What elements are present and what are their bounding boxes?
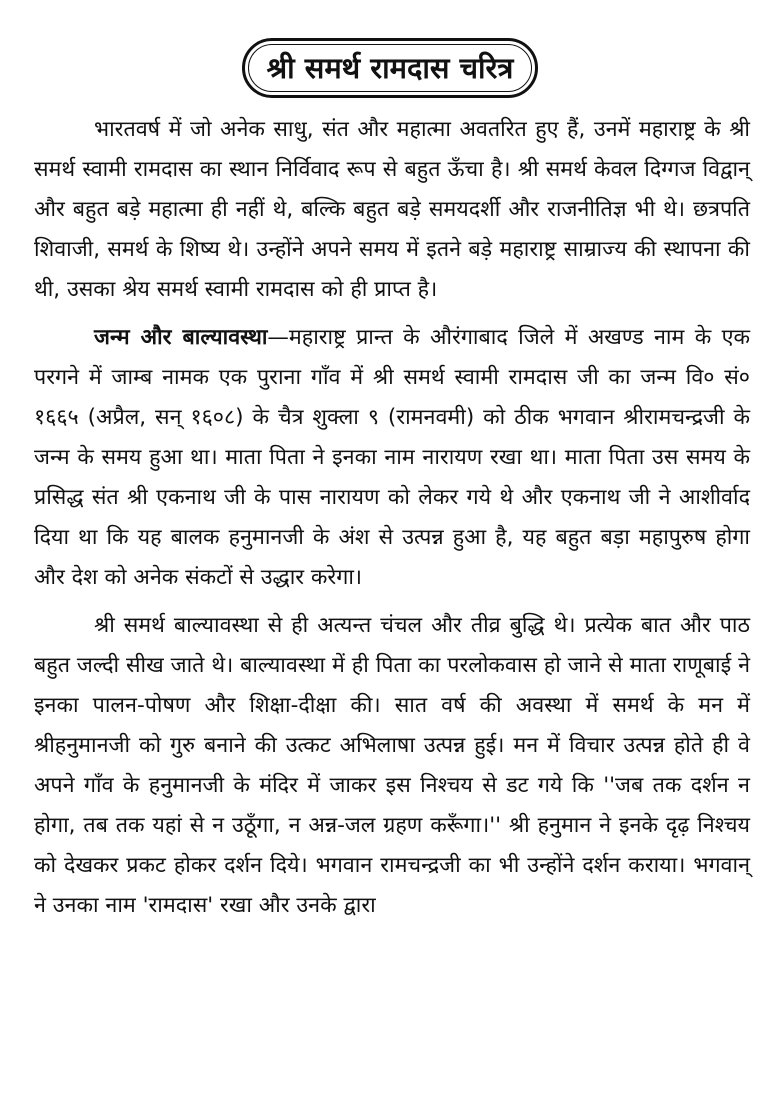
paragraph-birth-childhood: [34, 318, 750, 598]
paragraph-text: भारतवर्ष में जो अनेक साधु, संत और महात्मा अवतरित हुए हैं, उनमें महाराष्ट्र के श्री समर्थ स्वामी रामदास का स्थान निर्विवाद रूप से बहुत ऊँचा है। श्री समर्थ केवल दिग्गज विद्वान् और बहुत बड़े महात्मा ही नहीं थे, बल्कि बहुत बड़े समयदर्शी और राजनीतिज्ञ भी थे। छत्रपति शिवाजी, समर्थ के शिष्य थे। उन्होंने अपने समय में इतने बड़े महाराष्ट्र साम्राज्य की स्थापना की थी, उसका श्रेय समर्थ स्वामी रामदास को ही प्राप्त है।: [34, 117, 750, 302]
section-heading: जन्म और बाल्यावस्था: [94, 325, 268, 350]
article-body: [34, 110, 750, 934]
paragraph-intro: [34, 110, 750, 310]
page-title: श्री समर्थ रामदास चरित्र: [242, 38, 539, 98]
title-container: [0, 38, 780, 98]
paragraph-text: श्री समर्थ बाल्यावस्था से ही अत्यन्त चंचल और तीव्र बुद्धि थे। प्रत्येक बात और पाठ बहुत जल्दी सीख जाते थे। बाल्यावस्था में ही पिता का परलोकवास हो जाने से माता राणूबाई ने इनका पालन-पोषण और शिक्षा-दीक्षा की। सात वर्ष की अवस्था में समर्थ के मन में श्रीहनुमानजी को गुरु बनाने की उत्कट अभिलाषा उत्पन्न हुई। मन में विचार उत्पन्न होते ही वे अपने गाँव के हनुमानजी के मंदिर में जाकर इस निश्चय से डट गये कि ''जब तक दर्शन न होगा, तब तक यहां से न उठूँगा, न अन्न-जल ग्रहण करूँगा।'' श्री हनुमान ने इनके दृढ़ निश्चय को देखकर प्रकट होकर दर्शन दिये। भगवान रामचन्द्रजी का भी उन्होंने दर्शन कराया। भगवान् ने उनका नाम 'रामदास' रखा और उनके द्वारा: [34, 613, 750, 918]
paragraph-early-life: [34, 606, 750, 926]
paragraph-text: —महाराष्ट्र प्रान्त के औरंगाबाद जिले में अखण्ड नाम के एक परगने में जाम्ब नामक एक पुराना गाँव में श्री समर्थ स्वामी रामदास जी का जन्म वि० सं० १६६५ (अप्रैल, सन् १६०८) के चैत्र शुक्ला ९ (रामनवमी) को ठीक भगवान श्रीरामचन्द्रजी के जन्म के समय हुआ था। माता पिता ने इनका नाम नारायण रखा था। माता पिता उस समय के प्रसिद्ध संत श्री एकनाथ जी के पास नारायण को लेकर गये थे और एकनाथ जी ने आशीर्वाद दिया था कि यह बालक हनुमानजी के अंश से उत्पन्न हुआ है, यह बहुत बड़ा महापुरुष होगा और देश को अनेक संकटों से उद्धार करेगा।: [34, 325, 751, 590]
